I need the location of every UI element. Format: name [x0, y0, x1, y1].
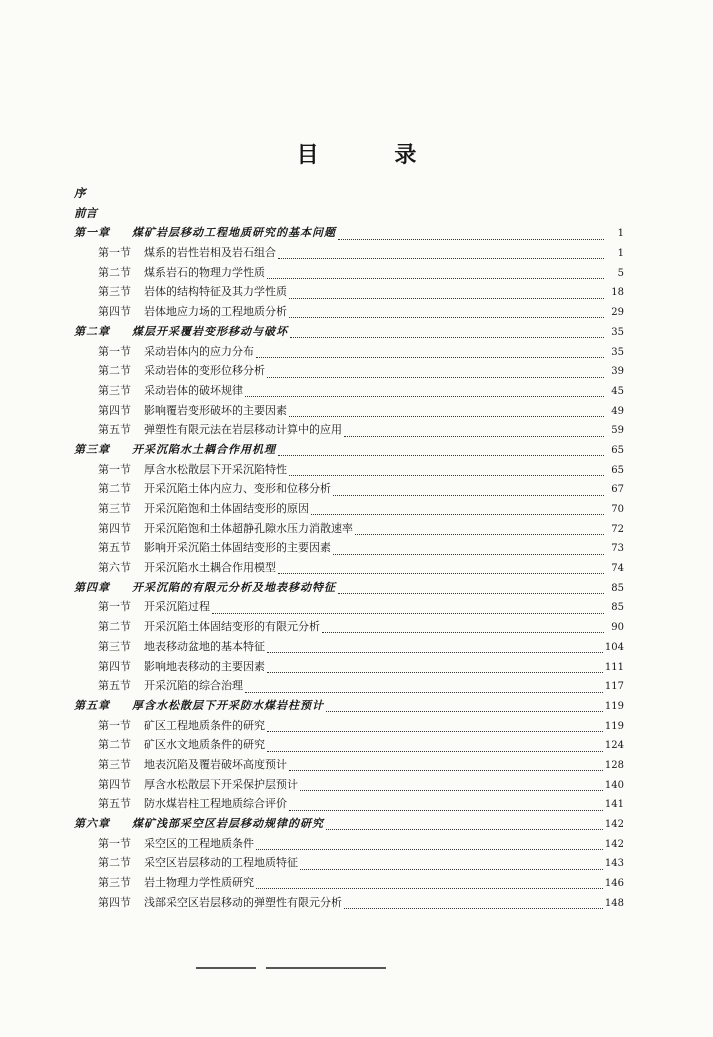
table-of-contents	[74, 184, 624, 912]
toc-entry-number: 第三节	[98, 757, 131, 771]
toc-entry-number: 第一节	[98, 246, 131, 260]
toc-section-row[interactable]	[74, 460, 624, 480]
toc-page-number: 142	[604, 819, 624, 830]
toc-entry-title: 煤系的岩性岩相及岩石组合	[144, 246, 276, 260]
toc-entry-number: 第二节	[98, 482, 131, 496]
toc-entry-number: 第五节	[98, 679, 131, 693]
toc-section-row[interactable]	[74, 617, 624, 637]
toc-page-number: 140	[604, 779, 624, 791]
toc-entry-title: 煤系岩石的物理力学性质	[144, 265, 265, 279]
toc-section-row[interactable]	[74, 243, 624, 263]
print-smudge	[196, 967, 256, 969]
toc-entry-title: 开采沉陷土体固结变形的有限元分析	[144, 620, 320, 634]
toc-page-number: 111	[604, 661, 624, 673]
toc-page-number: 1	[617, 248, 624, 260]
toc-entry-number: 第四节	[98, 305, 131, 319]
toc-chapter-row[interactable]	[74, 814, 624, 834]
toc-dot-leader	[333, 546, 604, 555]
toc-page-number: 104	[604, 641, 624, 653]
toc-page-number: 128	[604, 759, 624, 771]
toc-chapter-row[interactable]	[74, 696, 624, 716]
toc-page-number: 146	[604, 878, 624, 890]
toc-dot-leader	[278, 565, 604, 574]
toc-entry-title: 煤层开采覆岩变形移动与破坏	[132, 324, 288, 338]
toc-page-number: 73	[611, 543, 624, 555]
toc-page-number: 45	[611, 385, 624, 397]
toc-page-number: 85	[611, 582, 624, 594]
toc-page-number: 124	[604, 740, 624, 752]
toc-entry-number: 第一节	[98, 836, 131, 850]
toc-entry-title: 开采沉陷的有限元分析及地表移动特征	[132, 580, 336, 594]
toc-entry-number: 第一章	[74, 226, 110, 240]
toc-entry-title: 影响开采沉陷土体固结变形的主要因素	[144, 541, 331, 555]
toc-page-number: 49	[611, 405, 624, 417]
toc-entry-number: 第五节	[98, 541, 131, 555]
toc-dot-leader	[326, 821, 603, 830]
toc-section-row[interactable]	[74, 538, 624, 558]
toc-chapter-row[interactable]	[74, 223, 624, 243]
toc-entry-title: 采动岩体的变形位移分析	[144, 364, 265, 378]
toc-section-row[interactable]	[74, 519, 624, 539]
toc-entry-title: 浅部采空区岩层移动的弹塑性有限元分析	[144, 895, 342, 909]
toc-section-row[interactable]	[74, 716, 624, 736]
toc-section-row[interactable]	[74, 873, 624, 893]
toc-entry-title: 地表移动盆地的基本特征	[144, 639, 265, 653]
toc-dot-leader	[289, 290, 604, 299]
toc-entry-number: 第四章	[74, 580, 110, 594]
toc-entry-number: 第四节	[98, 659, 131, 673]
toc-section-row[interactable]	[74, 420, 624, 440]
toc-dot-leader	[338, 585, 604, 594]
toc-dot-leader	[326, 703, 603, 712]
toc-front-preface[interactable]: 序	[74, 186, 86, 200]
toc-section-row[interactable]	[74, 342, 624, 362]
toc-entry-number: 第六章	[74, 817, 110, 830]
toc-dot-leader	[256, 841, 603, 850]
toc-entry-title: 矿区水文地质条件的研究	[144, 738, 265, 752]
toc-entry-title: 采动岩体内的应力分布	[144, 344, 254, 358]
toc-page-number: 65	[611, 444, 624, 456]
toc-page-number: 148	[604, 897, 624, 909]
toc-entry-number: 第五章	[74, 698, 110, 712]
toc-section-row[interactable]	[74, 834, 624, 854]
toc-entry-title: 厚含水松散层下开采沉陷特性	[144, 462, 287, 476]
toc-entry-number: 第三节	[98, 876, 131, 890]
toc-entry-title: 煤矿岩层移动工程地质研究的基本问题	[132, 226, 336, 240]
toc-dot-leader	[300, 782, 603, 791]
toc-entry-number: 第一节	[98, 718, 131, 732]
toc-section-row[interactable]	[74, 479, 624, 499]
toc-entry-number: 第四节	[98, 403, 131, 417]
toc-section-row[interactable]	[74, 302, 624, 322]
toc-dot-leader	[355, 526, 604, 535]
toc-entry-number: 第四节	[98, 777, 131, 791]
toc-entry-title: 采动岩体的破坏规律	[144, 383, 243, 397]
toc-section-row[interactable]	[74, 558, 624, 578]
toc-section-row[interactable]	[74, 676, 624, 696]
toc-page-number: 35	[611, 346, 624, 358]
toc-entry-title: 厚含水松散层下开采保护层预计	[144, 777, 298, 791]
toc-entry-number: 第六节	[98, 561, 131, 575]
toc-section-row[interactable]	[74, 775, 624, 795]
toc-section-row[interactable]	[74, 853, 624, 873]
toc-page-number: 74	[611, 563, 624, 575]
toc-chapter-row[interactable]	[74, 322, 624, 342]
toc-dot-leader	[212, 605, 604, 614]
page-title: 目 录	[296, 142, 451, 168]
toc-page-number: 5	[617, 267, 624, 279]
toc-page-number: 35	[611, 326, 624, 338]
toc-page-number: 117	[604, 681, 624, 693]
toc-section-row[interactable]	[74, 361, 624, 381]
toc-entry-title: 煤矿浅部采空区岩层移动规律的研究	[132, 817, 324, 830]
toc-entry-title: 开采沉陷土体内应力、变形和位移分析	[144, 482, 331, 496]
toc-page-number: 29	[611, 307, 624, 319]
toc-dot-leader	[290, 329, 604, 338]
toc-page-number: 59	[611, 425, 624, 437]
toc-page-number: 18	[611, 287, 624, 299]
toc-entry-number: 第二节	[98, 265, 131, 279]
toc-page-number: 141	[604, 799, 624, 811]
toc-entry-title: 开采沉陷水土耦合作用模型	[144, 561, 276, 575]
toc-entry-number: 第二节	[98, 364, 131, 378]
toc-entry-number: 第二节	[98, 620, 131, 634]
toc-dot-leader	[344, 900, 603, 909]
toc-entry-number: 第五节	[98, 797, 131, 811]
toc-page-number: 70	[611, 504, 624, 515]
toc-page-number: 143	[604, 858, 624, 870]
toc-entry-title: 开采沉陷过程	[144, 600, 210, 614]
toc-dot-leader	[267, 644, 603, 653]
toc-entry-number: 第二节	[98, 738, 131, 752]
print-smudge	[266, 967, 386, 969]
toc-section-row[interactable]	[74, 263, 624, 283]
toc-section-row[interactable]	[74, 794, 624, 814]
toc-entry-number: 第二节	[98, 856, 131, 870]
toc-dot-leader	[278, 447, 604, 456]
toc-entry-number: 第一节	[98, 600, 131, 614]
toc-entry-title: 开采沉陷饱和土体超静孔隙水压力消散速率	[144, 521, 353, 535]
toc-dot-leader	[338, 231, 604, 240]
toc-dot-leader	[289, 408, 604, 417]
toc-dot-leader	[289, 467, 604, 476]
toc-dot-leader	[333, 487, 604, 496]
toc-section-row[interactable]	[74, 657, 624, 677]
toc-dot-leader	[289, 309, 604, 318]
toc-entry-title: 开采沉陷水土耦合作用机理	[132, 442, 276, 456]
toc-entry-title: 防水煤岩柱工程地质综合评价	[144, 797, 287, 811]
toc-entry-title: 岩体地应力场的工程地质分析	[144, 305, 287, 319]
toc-page-number: 119	[604, 700, 624, 712]
toc-dot-leader	[311, 506, 604, 515]
toc-dot-leader	[267, 270, 604, 279]
toc-page-number: 67	[611, 484, 624, 496]
toc-dot-leader	[300, 861, 603, 870]
toc-section-row[interactable]	[74, 597, 624, 617]
toc-dot-leader	[344, 428, 604, 437]
toc-dot-leader	[278, 250, 604, 259]
toc-page-number: 119	[604, 720, 624, 732]
toc-entry-number: 第三节	[98, 502, 131, 515]
toc-dot-leader	[256, 349, 604, 358]
toc-section-row[interactable]	[74, 381, 624, 401]
toc-entry-title: 开采沉陷饱和土体固结变形的原因	[144, 502, 309, 515]
toc-entry-number: 第二章	[74, 324, 110, 338]
toc-entry-title: 岩体的结构特征及其力学性质	[144, 285, 287, 299]
toc-entry-number: 第四节	[98, 521, 131, 535]
toc-page-number: 39	[611, 366, 624, 378]
toc-dot-leader	[256, 880, 603, 889]
toc-entry-title: 矿区工程地质条件的研究	[144, 718, 265, 732]
toc-entry-number: 第三章	[74, 442, 110, 456]
toc-page-number: 142	[604, 838, 624, 850]
toc-page-number: 90	[611, 622, 624, 634]
toc-section-row[interactable]	[74, 637, 624, 657]
toc-dot-leader	[267, 369, 604, 378]
toc-dot-leader	[245, 388, 604, 397]
toc-chapter-row[interactable]	[74, 440, 624, 460]
toc-dot-leader	[267, 723, 603, 732]
toc-dot-leader	[289, 762, 603, 771]
toc-page-number: 85	[611, 602, 624, 614]
toc-entry-title: 厚含水松散层下开采防水煤岩柱预计	[132, 698, 324, 712]
toc-entry-number: 第一节	[98, 462, 131, 476]
toc-page-number: 72	[611, 523, 624, 535]
toc-entry-title: 开采沉陷的综合治理	[144, 679, 243, 693]
toc-chapter-row[interactable]	[74, 578, 624, 598]
toc-front-foreword[interactable]: 前言	[74, 205, 97, 220]
toc-entry-number: 第三节	[98, 639, 131, 653]
toc-entry-number: 第三节	[98, 285, 131, 299]
toc-section-row[interactable]	[74, 735, 624, 755]
toc-entry-number: 第五节	[98, 423, 131, 437]
toc-dot-leader	[267, 664, 603, 673]
toc-section-row[interactable]	[74, 893, 624, 913]
toc-entry-title: 弹塑性有限元法在岩层移动计算中的应用	[144, 423, 342, 437]
toc-entry-title: 采空区的工程地质条件	[144, 836, 254, 850]
toc-dot-leader	[267, 743, 603, 752]
toc-section-row[interactable]	[74, 282, 624, 302]
toc-dot-leader	[289, 802, 603, 811]
toc-dot-leader	[322, 624, 604, 633]
toc-entry-title: 影响覆岩变形破坏的主要因素	[144, 403, 287, 417]
toc-entry-title: 影响地表移动的主要因素	[144, 659, 265, 673]
toc-entry-title: 采空区岩层移动的工程地质特征	[144, 856, 298, 870]
toc-section-row[interactable]	[74, 401, 624, 421]
toc-entry-number: 第三节	[98, 383, 131, 397]
toc-section-row[interactable]	[74, 499, 624, 519]
toc-section-row[interactable]	[74, 755, 624, 775]
toc-dot-leader	[245, 684, 603, 693]
toc-page-number: 65	[611, 464, 624, 476]
toc-entry-title: 地表沉陷及覆岩破坏高度预计	[144, 757, 287, 771]
toc-entry-number: 第一节	[98, 344, 131, 358]
toc-page-number: 1	[617, 228, 624, 240]
toc-entry-number: 第四节	[98, 895, 131, 909]
toc-entry-title: 岩土物理力学性质研究	[144, 876, 254, 890]
